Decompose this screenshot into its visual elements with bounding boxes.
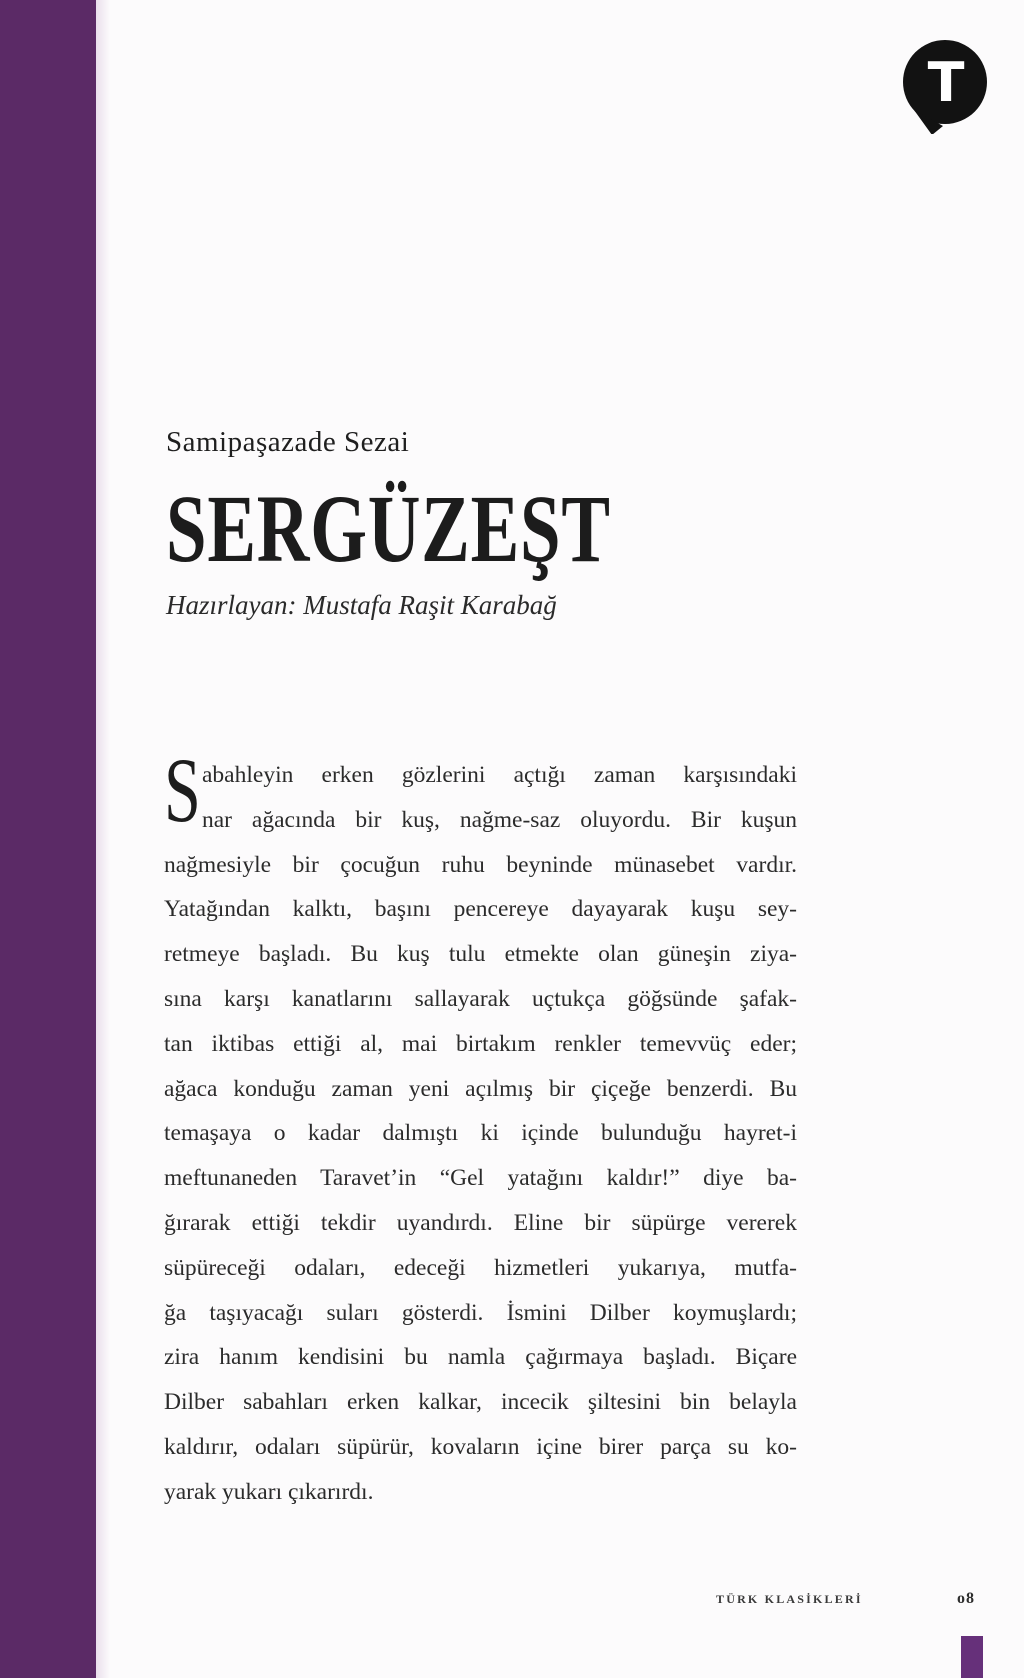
- body-line: süpüreceği odaları, edeceği hizmetleri yukarıya, mutfa-: [164, 1254, 797, 1281]
- left-accent-bar: [0, 0, 96, 1678]
- body-line: Dilber sabahları erken kalkar, incecik şiltesini bin belayla: [164, 1389, 797, 1416]
- page-number: o8: [957, 1590, 975, 1607]
- body-line: retmeye başladı. Bu kuş tulu etmekte olan güneşin ziya-: [164, 941, 797, 968]
- body-line: nar ağacında bir kuş, nağme-saz oluyordu. Bir kuşun: [202, 806, 797, 833]
- book-title: SERGÜZEŞT: [166, 475, 611, 582]
- series-label: TÜRK KLASİKLERİ: [716, 1592, 863, 1606]
- accent-bar-shadow: [96, 0, 110, 1678]
- body-line: tan iktibas ettiği al, mai birtakım renkler temevvüç eder;: [164, 1030, 797, 1057]
- body-line: kaldırır, odaları süpürür, kovaların içine birer parça su ko-: [164, 1433, 797, 1460]
- body-line: Yatağından kalktı, başını pencereye dayayarak kuşu sey-: [164, 896, 797, 923]
- body-line: ğa taşıyacağı suları gösterdi. İsmini Dilber koymuşlardı;: [164, 1299, 797, 1326]
- body-line: zira hanım kendisini bu namla çağırmaya başladı. Biçare: [164, 1344, 797, 1371]
- body-line: sına karşı kanatlarını sallayarak uçtukça göğsünde şafak-: [164, 985, 797, 1012]
- body-line: ağaca konduğu zaman yeni açılmış bir çiçeğe benzerdi. Bu: [164, 1075, 797, 1102]
- body-line: meftunaneden Taravet’in “Gel yatağını kaldır!” diye ba-: [164, 1165, 797, 1192]
- publisher-logo-icon: [898, 38, 990, 134]
- body-paragraph: [164, 739, 797, 1515]
- body-line: nağmesiyle bir çocuğun ruhu beyninde münasebet vardır.: [164, 851, 797, 878]
- body-line: yarak yukarı çıkarırdı.: [164, 1478, 374, 1505]
- publisher-logo-letter: T: [927, 51, 965, 114]
- body-line: temaşaya o kadar dalmıştı ki içinde bulunduğu hayret-i: [164, 1120, 797, 1147]
- author-name: Samipaşazade Sezai: [166, 426, 410, 458]
- editor-credit: Hazırlayan: Mustafa Raşit Karabağ: [166, 590, 557, 620]
- body-line: abahleyin erken gözlerini açtığı zaman karşısındaki: [202, 762, 797, 788]
- footer-accent-tab: [961, 1636, 983, 1678]
- body-line: ğırarak ettiği tekdir uyandırdı. Eline bir süpürge vererek: [164, 1209, 797, 1236]
- drop-cap: S: [164, 739, 201, 841]
